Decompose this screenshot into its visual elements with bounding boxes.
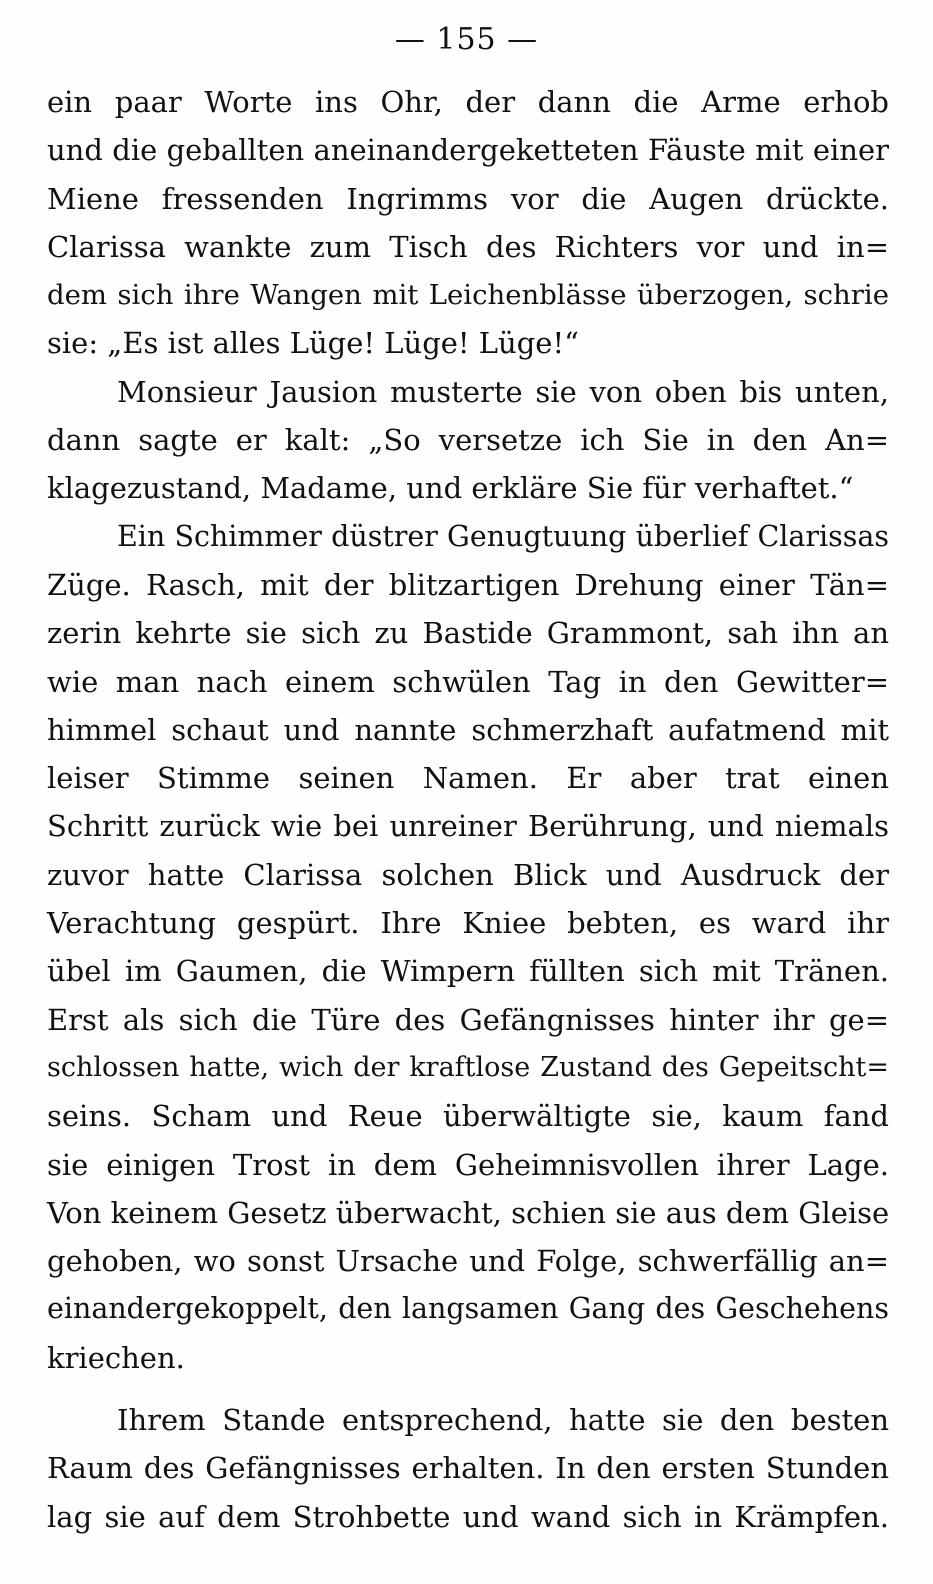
text-line: Clarissa wankte zum Tisch des Richters vor und in= [47, 229, 889, 264]
text-line: ein paar Worte ins Ohr, der dann die Arme erhob [47, 85, 889, 119]
text-line: zuvor hatte Clarissa solchen Blick und Ausdruck der [47, 857, 889, 892]
text-line: Verachtung gespürt. Ihre Kniee bebten, es ward ihr [47, 906, 889, 941]
text-line: Ihrem Stande entsprechend, hatte sie den besten [117, 1403, 889, 1438]
text-line: Von keinem Gesetz überwacht, schien sie aus dem Gleise [47, 1195, 890, 1230]
page-number-header: — 155 — [394, 22, 539, 57]
text-line: kriechen. [47, 1340, 185, 1375]
text-line: klagezustand, Madame, und erkläre Sie für verhaftet.“ [47, 471, 854, 506]
text-line: Ein Schimmer düstrer Genugtuung überlief Clarissas [117, 519, 889, 553]
text-line: Monsieur Jausion musterte sie von oben bis unten, [117, 374, 889, 409]
text-line: wie man nach einem schwülen Tag in den Gewitter= [47, 664, 889, 699]
text-line: Miene fressenden Ingrimms vor die Augen drückte. [47, 181, 889, 216]
text-line: dann sagte er kalt: „So versetze ich Sie in den An= [47, 423, 889, 458]
text-line: sie einigen Trost in dem Geheimnisvollen ihrer Lage. [47, 1147, 889, 1182]
text-line: leiser Stimme seinen Namen. Er aber trat einen [47, 761, 889, 796]
paragraph-gap [47, 1382, 889, 1396]
text-line: himmel schaut und nannte schmerzhaft aufatmend mit [47, 712, 889, 747]
text-line: einandergekoppelt, den langsamen Gang des Geschehens [47, 1292, 889, 1326]
text-line: sie: „Es ist alles Lüge! Lüge! Lüge!“ [47, 326, 579, 361]
body-text [47, 78, 889, 1541]
text-line: gehoben, wo sonst Ursache und Folge, schwerfällig an= [47, 1244, 889, 1279]
text-line: Schritt zurück wie bei unreiner Berührung, und niemals [47, 809, 889, 844]
text-line: dem sich ihre Wangen mit Leichenblässe überzogen, schrie [47, 279, 889, 312]
text-line: Erst als sich die Türe des Gefängnisses hinter ihr ge= [47, 1002, 889, 1037]
text-line: lag sie auf dem Strohbette und wand sich in Krämpfen. [47, 1499, 889, 1534]
text-line: seins. Scham und Reue überwältigte sie, kaum fand [47, 1099, 889, 1134]
text-line: schlossen hatte, wich der kraftlose Zustand des Gepeitscht= [47, 1051, 889, 1083]
text-line: zerin kehrte sie sich zu Bastide Grammont, sah ihn an [47, 616, 889, 651]
text-line: übel im Gaumen, die Wimpern füllten sich mit Tränen. [47, 954, 889, 989]
text-line: und die geballten aneinandergeketteten Fäuste mit einer [47, 133, 889, 168]
text-line: Raum des Gefängnisses erhalten. In den ersten Stunden [47, 1451, 889, 1486]
text-line: Züge. Rasch, mit der blitzartigen Drehung einer Tän= [47, 567, 889, 602]
